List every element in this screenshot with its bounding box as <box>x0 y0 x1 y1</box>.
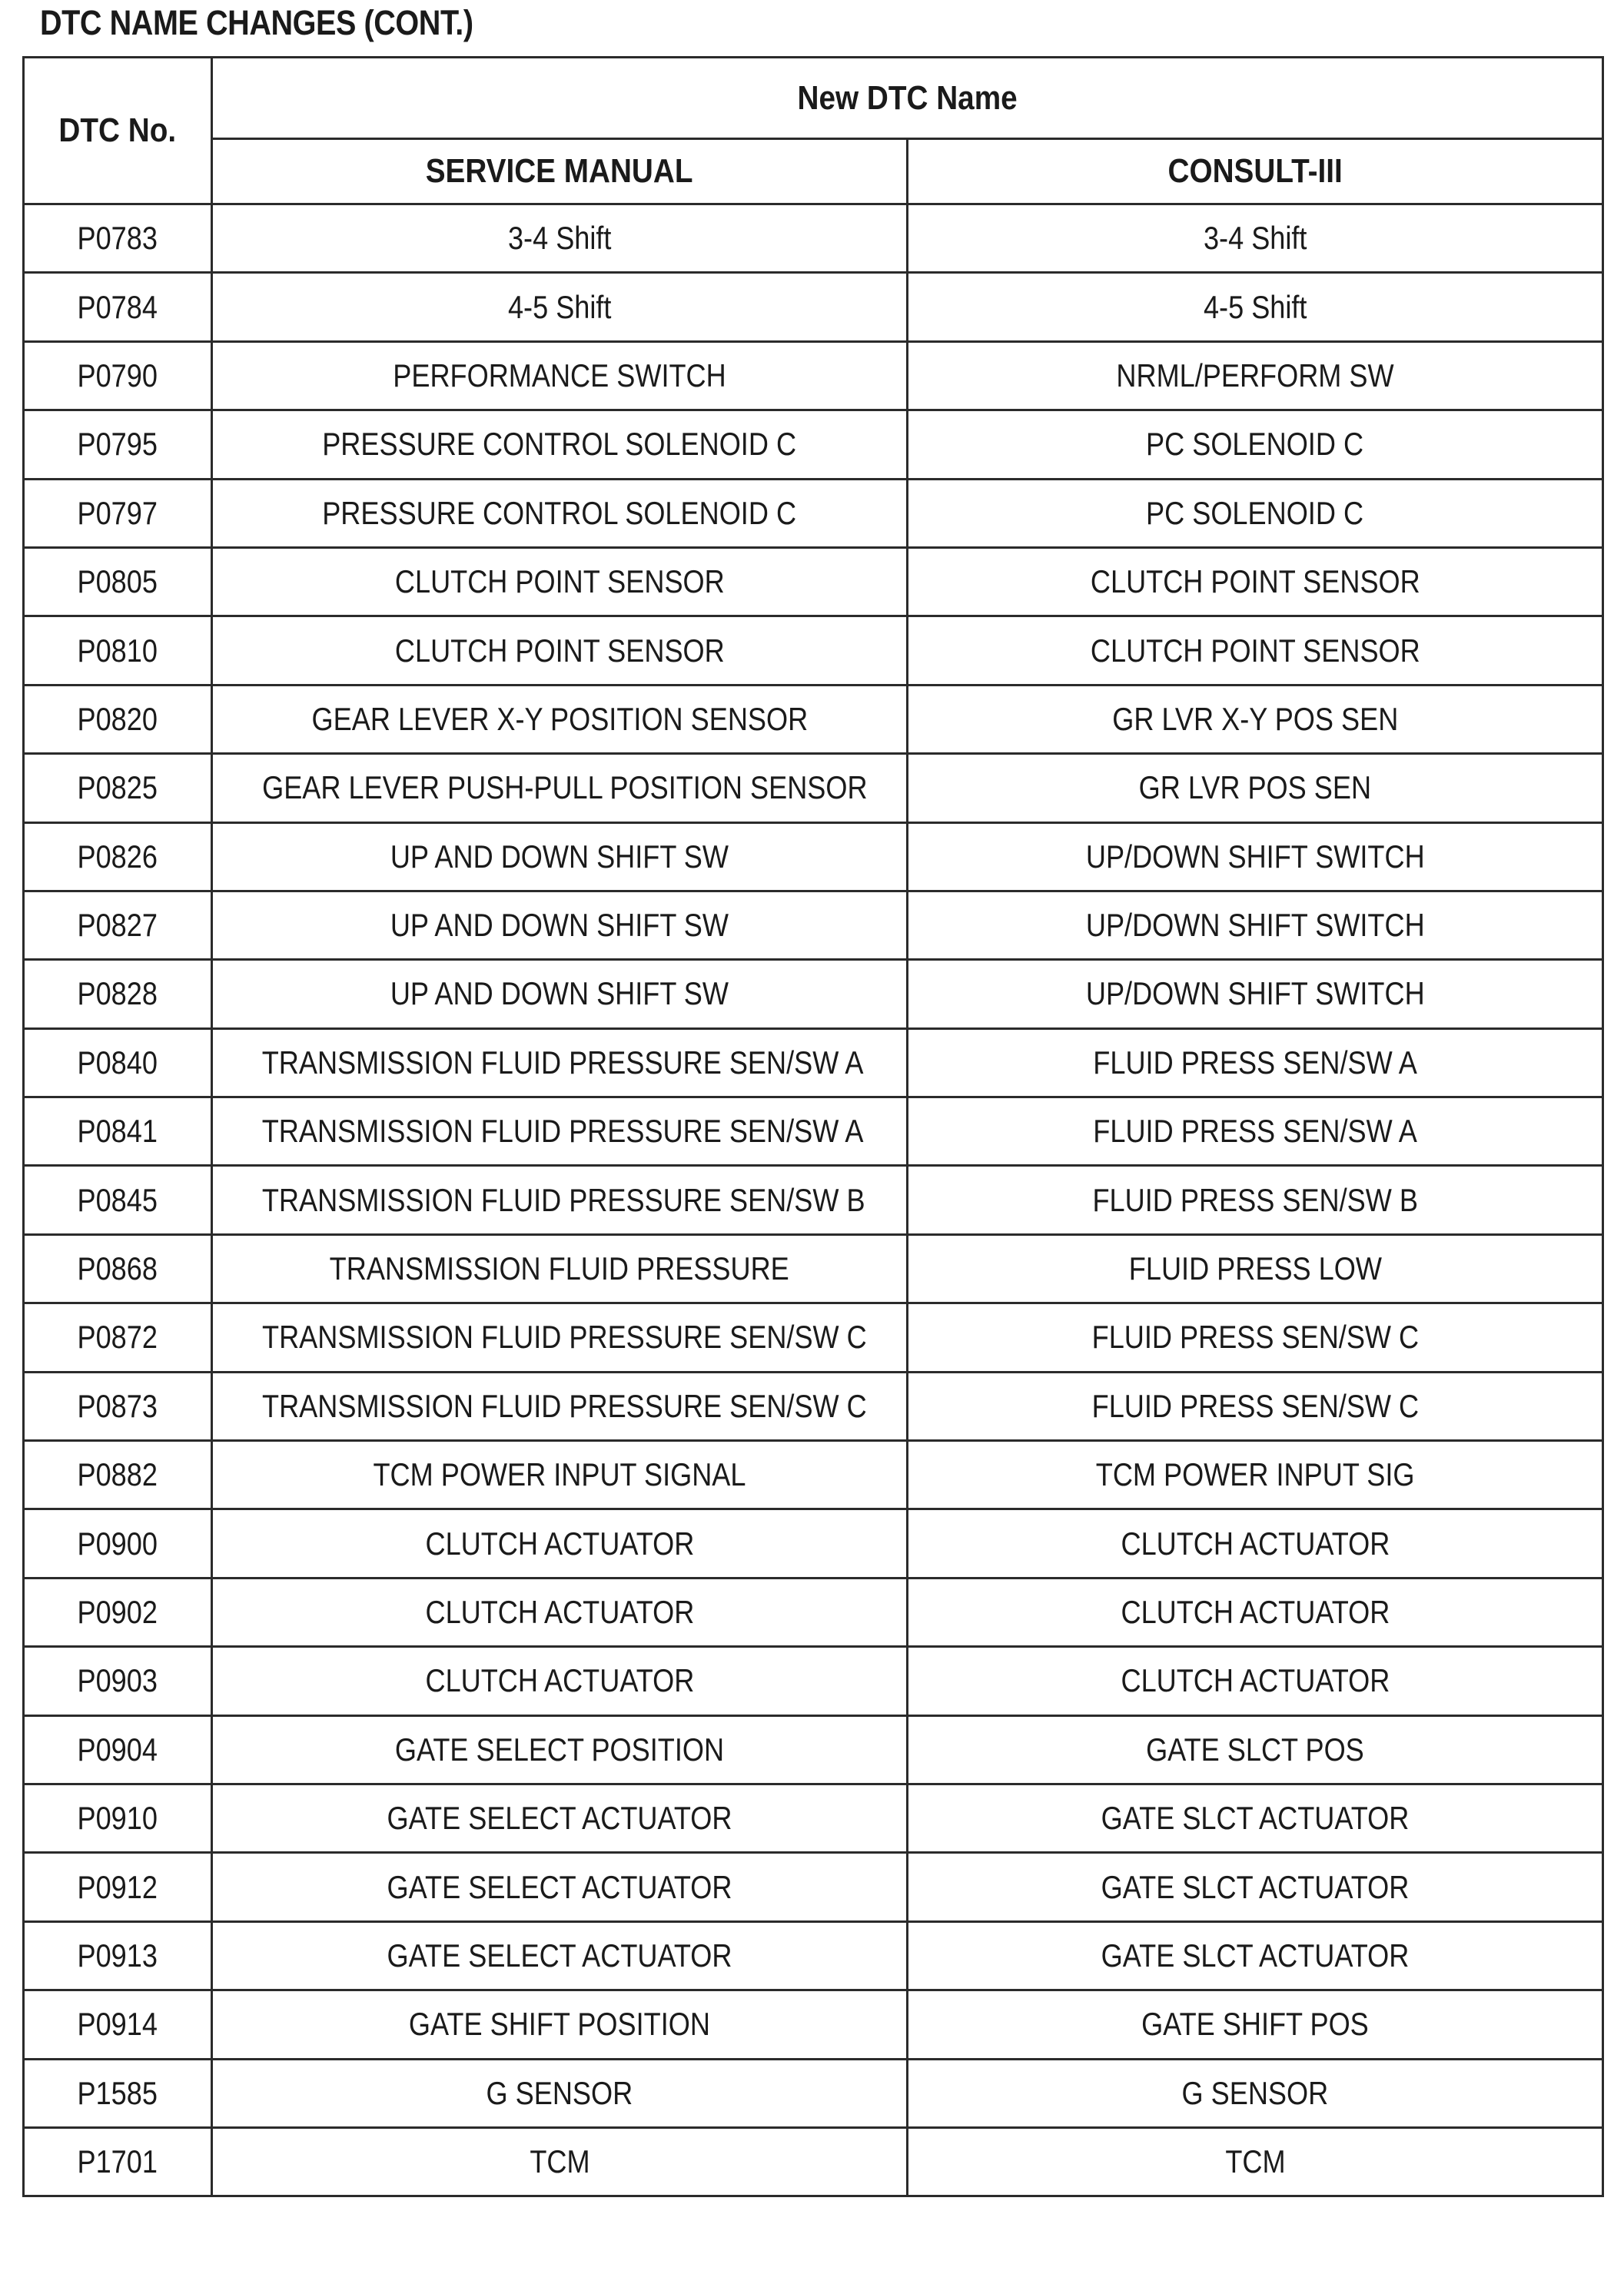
cell-dtc-no-text: P0841 <box>77 1113 158 1150</box>
cell-service-manual-text: 3-4 Shift <box>507 220 612 257</box>
cell-dtc-no <box>24 1441 212 1509</box>
cell-dtc-no-text: P0913 <box>77 1937 158 1974</box>
table-row <box>24 479 1603 547</box>
cell-consult-text: FLUID PRESS SEN/SW C <box>1091 1387 1419 1424</box>
cell-dtc-no-text: P0828 <box>77 975 158 1012</box>
cell-consult-text: PC SOLENOID C <box>1146 494 1364 531</box>
table-row <box>24 2127 1603 2196</box>
cell-service-manual-text: GEAR LEVER PUSH-PULL POSITION SENSOR <box>262 769 868 806</box>
page-title: DTC NAME CHANGES (CONT.) <box>40 3 473 42</box>
cell-consult-text: UP/DOWN SHIFT SWITCH <box>1085 975 1425 1012</box>
table-row <box>24 1578 1603 1646</box>
cell-service-manual-text: TRANSMISSION FLUID PRESSURE SEN/SW C <box>262 1387 867 1424</box>
table-row <box>24 1921 1603 1990</box>
cell-consult-text: GATE SLCT POS <box>1146 1731 1364 1768</box>
column-header-service-manual <box>212 139 908 204</box>
column-header-dtc-no <box>24 58 212 204</box>
column-header-consult <box>908 139 1603 204</box>
cell-consult-text: FLUID PRESS SEN/SW C <box>1091 1319 1419 1356</box>
table-row <box>24 1028 1603 1097</box>
cell-consult-text: FLUID PRESS LOW <box>1128 1250 1382 1287</box>
cell-dtc-no-text: P0868 <box>77 1250 158 1287</box>
cell-consult <box>908 1441 1603 1509</box>
cell-consult-text: GATE SLCT ACTUATOR <box>1101 1937 1410 1974</box>
table-header <box>24 58 1603 204</box>
cell-consult-text: PC SOLENOID C <box>1146 426 1364 463</box>
cell-service-manual <box>212 960 908 1028</box>
cell-dtc-no <box>24 273 212 341</box>
cell-service-manual <box>212 1715 908 1784</box>
cell-consult <box>908 1647 1603 1715</box>
cell-service-manual-text: CLUTCH ACTUATOR <box>425 1662 694 1699</box>
cell-service-manual-text: GEAR LEVER X-Y POSITION SENSOR <box>311 700 808 737</box>
cell-service-manual <box>212 2059 908 2127</box>
cell-service-manual-text: G SENSOR <box>486 2074 633 2111</box>
cell-consult-text: FLUID PRESS SEN/SW A <box>1093 1113 1417 1150</box>
cell-consult-text: CLUTCH ACTUATOR <box>1121 1594 1390 1630</box>
cell-dtc-no-text: P0827 <box>77 907 158 944</box>
table-row <box>24 1853 1603 1921</box>
table-row <box>24 616 1603 685</box>
table-row <box>24 410 1603 479</box>
cell-dtc-no <box>24 1509 212 1578</box>
cell-dtc-no <box>24 891 212 959</box>
cell-dtc-no-text: P0900 <box>77 1525 158 1562</box>
cell-service-manual-text: TRANSMISSION FLUID PRESSURE <box>329 1250 790 1287</box>
cell-consult-text: CLUTCH POINT SENSOR <box>1090 632 1420 669</box>
cell-consult <box>908 1372 1603 1440</box>
cell-consult-text: GATE SLCT ACTUATOR <box>1101 1800 1410 1837</box>
cell-service-manual-text: GATE SHIFT POSITION <box>408 2006 710 2043</box>
cell-service-manual <box>212 1166 908 1234</box>
cell-service-manual-text: UP AND DOWN SHIFT SW <box>390 838 729 875</box>
table-row <box>24 1234 1603 1303</box>
cell-consult <box>908 754 1603 822</box>
table-row <box>24 1647 1603 1715</box>
cell-dtc-no <box>24 479 212 547</box>
table-row <box>24 1784 1603 1852</box>
cell-consult-text: UP/DOWN SHIFT SWITCH <box>1085 838 1425 875</box>
cell-consult-text: FLUID PRESS SEN/SW A <box>1093 1044 1417 1081</box>
cell-consult-text: G SENSOR <box>1181 2074 1329 2111</box>
cell-dtc-no <box>24 1303 212 1372</box>
table-body <box>24 204 1603 2196</box>
cell-service-manual <box>212 1853 908 1921</box>
cell-consult <box>908 685 1603 753</box>
cell-dtc-no <box>24 204 212 273</box>
cell-service-manual-text: PRESSURE CONTROL SOLENOID C <box>322 494 797 531</box>
table-row <box>24 1303 1603 1372</box>
cell-dtc-no-text: P0845 <box>77 1181 158 1218</box>
cell-service-manual-text: UP AND DOWN SHIFT SW <box>390 975 729 1012</box>
cell-service-manual-text: GATE SELECT ACTUATOR <box>387 1868 732 1905</box>
cell-dtc-no <box>24 1784 212 1852</box>
cell-dtc-no-text: P0902 <box>77 1594 158 1630</box>
cell-dtc-no-text: P1701 <box>77 2143 158 2180</box>
cell-dtc-no <box>24 1990 212 2059</box>
cell-consult <box>908 1303 1603 1372</box>
cell-service-manual <box>212 479 908 547</box>
cell-dtc-no <box>24 2059 212 2127</box>
cell-service-manual <box>212 1509 908 1578</box>
cell-service-manual-text: CLUTCH ACTUATOR <box>425 1594 694 1630</box>
cell-dtc-no <box>24 685 212 753</box>
cell-dtc-no <box>24 822 212 891</box>
cell-dtc-no <box>24 1578 212 1646</box>
cell-consult <box>908 2127 1603 2196</box>
cell-dtc-no-text: P0872 <box>77 1319 158 1356</box>
table-row <box>24 1372 1603 1440</box>
table-row <box>24 273 1603 341</box>
column-header-consult-label: CONSULT-III <box>1167 152 1343 190</box>
cell-service-manual <box>212 1097 908 1166</box>
cell-consult <box>908 1853 1603 1921</box>
table-row <box>24 1990 1603 2059</box>
cell-service-manual <box>212 1372 908 1440</box>
cell-consult <box>908 1715 1603 1784</box>
cell-consult <box>908 2059 1603 2127</box>
cell-service-manual <box>212 410 908 479</box>
table-row <box>24 822 1603 891</box>
cell-service-manual <box>212 2127 908 2196</box>
cell-dtc-no <box>24 1921 212 1990</box>
cell-dtc-no <box>24 2127 212 2196</box>
cell-consult-text: NRML/PERFORM SW <box>1116 357 1394 393</box>
column-group-header-new-dtc-name <box>212 58 1603 139</box>
cell-service-manual <box>212 547 908 616</box>
cell-consult-text: TCM POWER INPUT SIG <box>1095 1456 1415 1493</box>
table-row <box>24 1441 1603 1509</box>
cell-consult-text: FLUID PRESS SEN/SW B <box>1092 1181 1418 1218</box>
cell-consult <box>908 479 1603 547</box>
cell-dtc-no-text: P1585 <box>77 2074 158 2111</box>
cell-consult <box>908 1166 1603 1234</box>
table-row <box>24 204 1603 273</box>
cell-consult <box>908 204 1603 273</box>
cell-consult-text: GR LVR X-Y POS SEN <box>1111 700 1399 737</box>
cell-service-manual-text: TCM <box>529 2143 590 2180</box>
cell-dtc-no-text: P0783 <box>77 220 158 257</box>
cell-service-manual <box>212 341 908 410</box>
cell-dtc-no <box>24 616 212 685</box>
cell-consult <box>908 1028 1603 1097</box>
cell-service-manual-text: TRANSMISSION FLUID PRESSURE SEN/SW A <box>261 1044 864 1081</box>
cell-consult <box>908 547 1603 616</box>
cell-service-manual-text: CLUTCH POINT SENSOR <box>394 563 725 600</box>
cell-service-manual <box>212 204 908 273</box>
cell-dtc-no <box>24 1028 212 1097</box>
cell-consult <box>908 960 1603 1028</box>
cell-consult-text: GATE SLCT ACTUATOR <box>1101 1868 1410 1905</box>
cell-dtc-no-text: P0912 <box>77 1868 158 1905</box>
cell-dtc-no <box>24 547 212 616</box>
cell-service-manual <box>212 1990 908 2059</box>
cell-consult <box>908 616 1603 685</box>
cell-dtc-no <box>24 410 212 479</box>
cell-consult <box>908 410 1603 479</box>
cell-dtc-no <box>24 1647 212 1715</box>
cell-dtc-no-text: P0910 <box>77 1800 158 1837</box>
cell-dtc-no-text: P0882 <box>77 1456 158 1493</box>
cell-dtc-no-text: P0903 <box>77 1662 158 1699</box>
cell-service-manual-text: PERFORMANCE SWITCH <box>393 357 726 393</box>
cell-service-manual-text: PRESSURE CONTROL SOLENOID C <box>322 426 797 463</box>
cell-service-manual-text: TRANSMISSION FLUID PRESSURE SEN/SW B <box>261 1181 865 1218</box>
cell-service-manual <box>212 1028 908 1097</box>
dtc-name-table <box>22 56 1604 2197</box>
cell-consult-text: 3-4 Shift <box>1203 220 1307 257</box>
cell-dtc-no <box>24 960 212 1028</box>
cell-dtc-no-text: P0825 <box>77 769 158 806</box>
cell-dtc-no <box>24 1853 212 1921</box>
cell-service-manual <box>212 273 908 341</box>
cell-consult <box>908 1990 1603 2059</box>
column-header-dtc-no-label: DTC No. <box>58 111 177 149</box>
table-row <box>24 1166 1603 1234</box>
cell-consult <box>908 1784 1603 1852</box>
cell-dtc-no-text: P0840 <box>77 1044 158 1081</box>
header-row-sub <box>24 139 1603 204</box>
cell-service-manual-text: TRANSMISSION FLUID PRESSURE SEN/SW A <box>261 1113 864 1150</box>
cell-service-manual <box>212 1578 908 1646</box>
cell-service-manual-text: GATE SELECT ACTUATOR <box>387 1800 732 1837</box>
cell-service-manual <box>212 1647 908 1715</box>
cell-service-manual <box>212 1921 908 1990</box>
cell-dtc-no-text: P0797 <box>77 494 158 531</box>
cell-dtc-no-text: P0914 <box>77 2006 158 2043</box>
cell-consult-text: CLUTCH POINT SENSOR <box>1090 563 1420 600</box>
cell-consult-text: TCM <box>1224 2143 1286 2180</box>
cell-dtc-no-text: P0904 <box>77 1731 158 1768</box>
cell-dtc-no <box>24 341 212 410</box>
table-row <box>24 547 1603 616</box>
cell-dtc-no-text: P0795 <box>77 426 158 463</box>
cell-dtc-no <box>24 1234 212 1303</box>
cell-consult-text: CLUTCH ACTUATOR <box>1121 1662 1390 1699</box>
column-group-header-label: New DTC Name <box>797 78 1018 117</box>
cell-service-manual <box>212 1784 908 1852</box>
cell-consult-text: UP/DOWN SHIFT SWITCH <box>1085 907 1425 944</box>
cell-service-manual-text: TCM POWER INPUT SIGNAL <box>373 1456 746 1493</box>
cell-consult <box>908 341 1603 410</box>
cell-consult-text: CLUTCH ACTUATOR <box>1121 1525 1390 1562</box>
cell-dtc-no-text: P0820 <box>77 700 158 737</box>
table-row <box>24 2059 1603 2127</box>
cell-dtc-no <box>24 1166 212 1234</box>
cell-service-manual-text: GATE SELECT POSITION <box>394 1731 725 1768</box>
cell-service-manual <box>212 616 908 685</box>
cell-consult <box>908 891 1603 959</box>
table-row <box>24 1509 1603 1578</box>
table-row <box>24 1097 1603 1166</box>
cell-dtc-no-text: P0784 <box>77 288 158 325</box>
cell-consult-text: 4-5 Shift <box>1203 288 1307 325</box>
cell-service-manual <box>212 822 908 891</box>
cell-service-manual-text: TRANSMISSION FLUID PRESSURE SEN/SW C <box>262 1319 867 1356</box>
table-row <box>24 685 1603 753</box>
cell-service-manual-text: GATE SELECT ACTUATOR <box>387 1937 732 1974</box>
table-row <box>24 960 1603 1028</box>
cell-consult <box>908 1578 1603 1646</box>
cell-service-manual-text: CLUTCH POINT SENSOR <box>394 632 725 669</box>
cell-consult-text: GATE SHIFT POS <box>1141 2006 1369 2043</box>
cell-service-manual <box>212 754 908 822</box>
cell-consult <box>908 273 1603 341</box>
cell-service-manual-text: UP AND DOWN SHIFT SW <box>390 907 729 944</box>
cell-dtc-no <box>24 1372 212 1440</box>
cell-consult <box>908 1921 1603 1990</box>
cell-dtc-no <box>24 1097 212 1166</box>
header-row-group <box>24 58 1603 139</box>
cell-dtc-no <box>24 754 212 822</box>
table-row <box>24 754 1603 822</box>
cell-consult-text: GR LVR POS SEN <box>1138 769 1372 806</box>
cell-service-manual <box>212 685 908 753</box>
cell-consult <box>908 1097 1603 1166</box>
table-row <box>24 1715 1603 1784</box>
cell-dtc-no <box>24 1715 212 1784</box>
cell-service-manual <box>212 1303 908 1372</box>
cell-consult <box>908 1234 1603 1303</box>
cell-service-manual-text: CLUTCH ACTUATOR <box>425 1525 694 1562</box>
cell-dtc-no-text: P0810 <box>77 632 158 669</box>
cell-dtc-no-text: P0790 <box>77 357 158 393</box>
cell-consult <box>908 822 1603 891</box>
cell-service-manual-text: 4-5 Shift <box>507 288 612 325</box>
cell-service-manual <box>212 1234 908 1303</box>
table-row <box>24 341 1603 410</box>
cell-dtc-no-text: P0805 <box>77 563 158 600</box>
cell-service-manual <box>212 891 908 959</box>
cell-dtc-no-text: P0873 <box>77 1387 158 1424</box>
cell-service-manual <box>212 1441 908 1509</box>
cell-dtc-no-text: P0826 <box>77 838 158 875</box>
cell-consult <box>908 1509 1603 1578</box>
table-row <box>24 891 1603 959</box>
column-header-service-manual-label: SERVICE MANUAL <box>426 152 693 190</box>
